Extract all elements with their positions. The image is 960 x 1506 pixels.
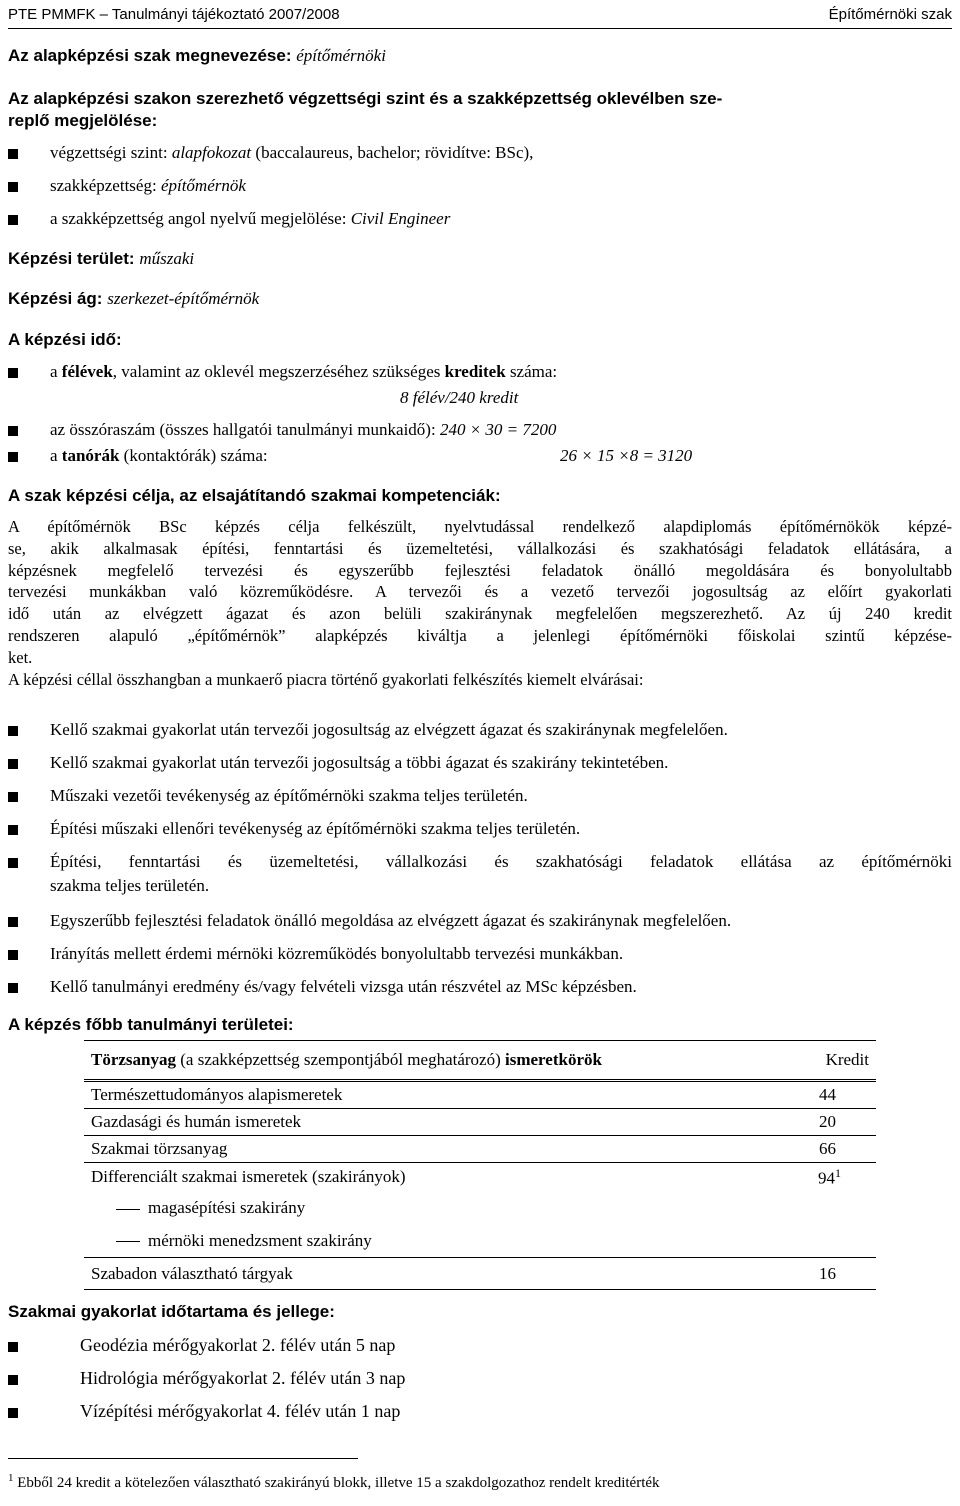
terulet-label: Képzési terület: (8, 249, 135, 268)
bullet-icon (8, 215, 18, 225)
cel-item: Irányítás mellett érdemi mérnöki közreműködés bonyolultabb tervezési munkákban. (50, 944, 624, 963)
dash-icon (116, 1209, 140, 1210)
ido-item-tanorak: a tanórák (kontaktórák) száma: (50, 446, 268, 465)
cel-item: Egyszerűbb fejlesztési feladatok önálló megoldása az elvégzett ágazat és szakiránynak megfelelően. (50, 911, 732, 930)
gyakorlat-heading: Szakmai gyakorlat időtartama és jellege: (8, 1302, 335, 1321)
table-row: Gazdasági és humán ismeretek 20 (84, 1109, 876, 1136)
cel-paragraph: A építőmérnök BSc képzés célja felkészült, nyelvtudással rendelkező alapdiplomás építőmérnökök képzé- se, akik alkalmasak építési, fenntartási és üzemeltetési, vállalkozási és szakhatósági feladatok ellátására, a képzésnek megfelelő tervezési és egyszerűbb fejlesztési feladatok önálló megoldására és bonyolultabb tervezési munkákban való közreműködésre. A tervezői és a vezető tervezői jogosultság az előírt gyakorlati idő után az elvégzett ágazat és azon belüli szakiránynak megfelelően megszerezhető. Az új 240 kredit rendszeren alapuló „építőmérnök” alapképzés kiváltja a jelenlegi építőmérnöki főiskolai szintű képzése- ket. A képzési céllal összhangban a munkaerő piacra történő gyakorlati felkészítés kiemelt elvárásai: (8, 517, 952, 689)
bullet-icon (8, 452, 18, 462)
cel-item-cont: szakma teljes területén. (50, 876, 210, 895)
cel-item: Építési, fenntartási és üzemeltetési, vállalkozási és szakhatósági feladatok ellátása az építőmérnöki (50, 852, 952, 871)
cel-intro: A képzési céllal összhangban a munkaerő piacra történő gyakorlati felkészítés kiemelt elvárásai: (8, 669, 644, 689)
ag-value: szerkezet-építőmérnök (107, 289, 260, 308)
terulet-line (8, 249, 194, 269)
cel-heading: A szak képzési célja, az elsajátítandó szakmai kompetenciák: (8, 486, 501, 505)
table-row: Szabadon választható tárgyak 16 (84, 1258, 876, 1290)
szak-line (8, 46, 386, 66)
teruletek-heading: A képzés főbb tanulmányi területei: (8, 1015, 294, 1034)
bullet-icon (8, 426, 18, 436)
bullet-icon (8, 759, 18, 769)
kredit-table (84, 1040, 876, 1290)
bullet-icon (8, 726, 18, 736)
vegzettseg-item: végzettségi szint: alapfokozat (baccalaureus, bachelor; rövidítve: BSc), (50, 143, 534, 162)
bullet-icon (8, 182, 18, 192)
vegzettseg-heading-line1: Az alapképzési szakon szerezhető végzettségi szint és a szakképzettség oklevélben sze- (8, 89, 723, 108)
header-right: Építőmérnöki szak (828, 6, 952, 23)
cel-item: Kellő szakmai gyakorlat után tervezői jogosultság a többi ágazat és szakirány tekintetében. (50, 753, 669, 772)
header-left: PTE PMMFK – Tanulmányi tájékoztató 2007/2008 (8, 6, 340, 23)
cel-item: Műszaki vezetői tevékenység az építőmérnöki szakma teljes területén. (50, 786, 528, 805)
szak-label: Az alapképzési szak megnevezése: (8, 46, 292, 65)
vegzettseg-item: a szakképzettség angol nyelvű megjelölése: Civil Engineer (50, 209, 451, 228)
ido-heading: A képzési idő: (8, 330, 122, 349)
footnote: $^1$ Ebből 24 kredit a kötelezően választható szakirányú blokk, illetve 15 a szakdolgozathoz rendelt kreditérték (8, 1472, 660, 1491)
table-header-torzsanyag: Törzsanyag (a szakképzettség szempontjából meghatározó) ismeretkörök (91, 1050, 602, 1069)
gyakorlat-item: Geodézia mérőgyakorlat 2. félév után 5 nap (80, 1335, 396, 1355)
vegzettseg-heading (8, 88, 952, 132)
bullet-icon (8, 149, 18, 159)
table-row: Természettudományos alapismeretek 44 (84, 1081, 876, 1109)
bullet-icon (8, 1375, 18, 1385)
vegzettseg-heading-line2: replő megjelölése: (8, 111, 158, 130)
dash-icon (116, 1241, 140, 1242)
table-sub-row: mérnöki menedzsment szakirány (84, 1225, 876, 1258)
terulet-value: műszaki (139, 249, 195, 268)
ido-tanorak-value: 26 × 15 ×8 = 3120 (560, 446, 693, 465)
bullet-icon (8, 792, 18, 802)
page-header (8, 4, 952, 29)
footnote-separator (8, 1458, 358, 1459)
gyakorlat-item: Hidrológia mérőgyakorlat 2. félév után 3 nap (80, 1368, 406, 1388)
cel-item: Kellő tanulmányi eredmény és/vagy felvételi vizsga után részvétel az MSc képzésben. (50, 977, 637, 996)
bullet-icon (8, 368, 18, 378)
cel-item: Kellő szakmai gyakorlat után tervezői jogosultság az elvégzett ágazat és szakiránynak megfelelően. (50, 720, 728, 739)
table-header-row (84, 1041, 876, 1081)
vegzettseg-item: szakképzettség: építőmérnök (50, 176, 246, 195)
szak-value: építőmérnöki (296, 46, 386, 65)
table-header-kredit: Kredit (825, 1050, 869, 1069)
bullet-icon (8, 825, 18, 835)
ido-item-osszoraszam: az összóraszám (összes hallgatói tanulmányi munkaidő): 240 × 30 = 7200 (50, 420, 557, 439)
ido-item-felevek: a félévek, valamint az oklevél megszerzéséhez szükséges kreditek száma: (50, 362, 558, 381)
table-sub-row: magasépítési szakirány (84, 1192, 876, 1225)
bullet-icon (8, 1408, 18, 1418)
bullet-icon (8, 950, 18, 960)
ido-felev-kredit: 8 félév/240 kredit (400, 388, 519, 407)
cel-item: Építési műszaki ellenőri tevékenység az építőmérnöki szakma teljes területén. (50, 819, 581, 838)
bullet-icon (8, 858, 18, 868)
bullet-icon (8, 983, 18, 993)
ag-label: Képzési ág: (8, 289, 103, 308)
bullet-icon (8, 917, 18, 927)
ag-line (8, 289, 259, 309)
bullet-icon (8, 1342, 18, 1352)
table-row: Differenciált szakmai ismeretek (szakirányok) $94^1$ (91, 1166, 841, 1188)
table-row: Szakmai törzsanyag 66 (84, 1136, 876, 1163)
gyakorlat-item: Vízépítési mérőgyakorlat 4. félév után 1 nap (80, 1401, 401, 1421)
